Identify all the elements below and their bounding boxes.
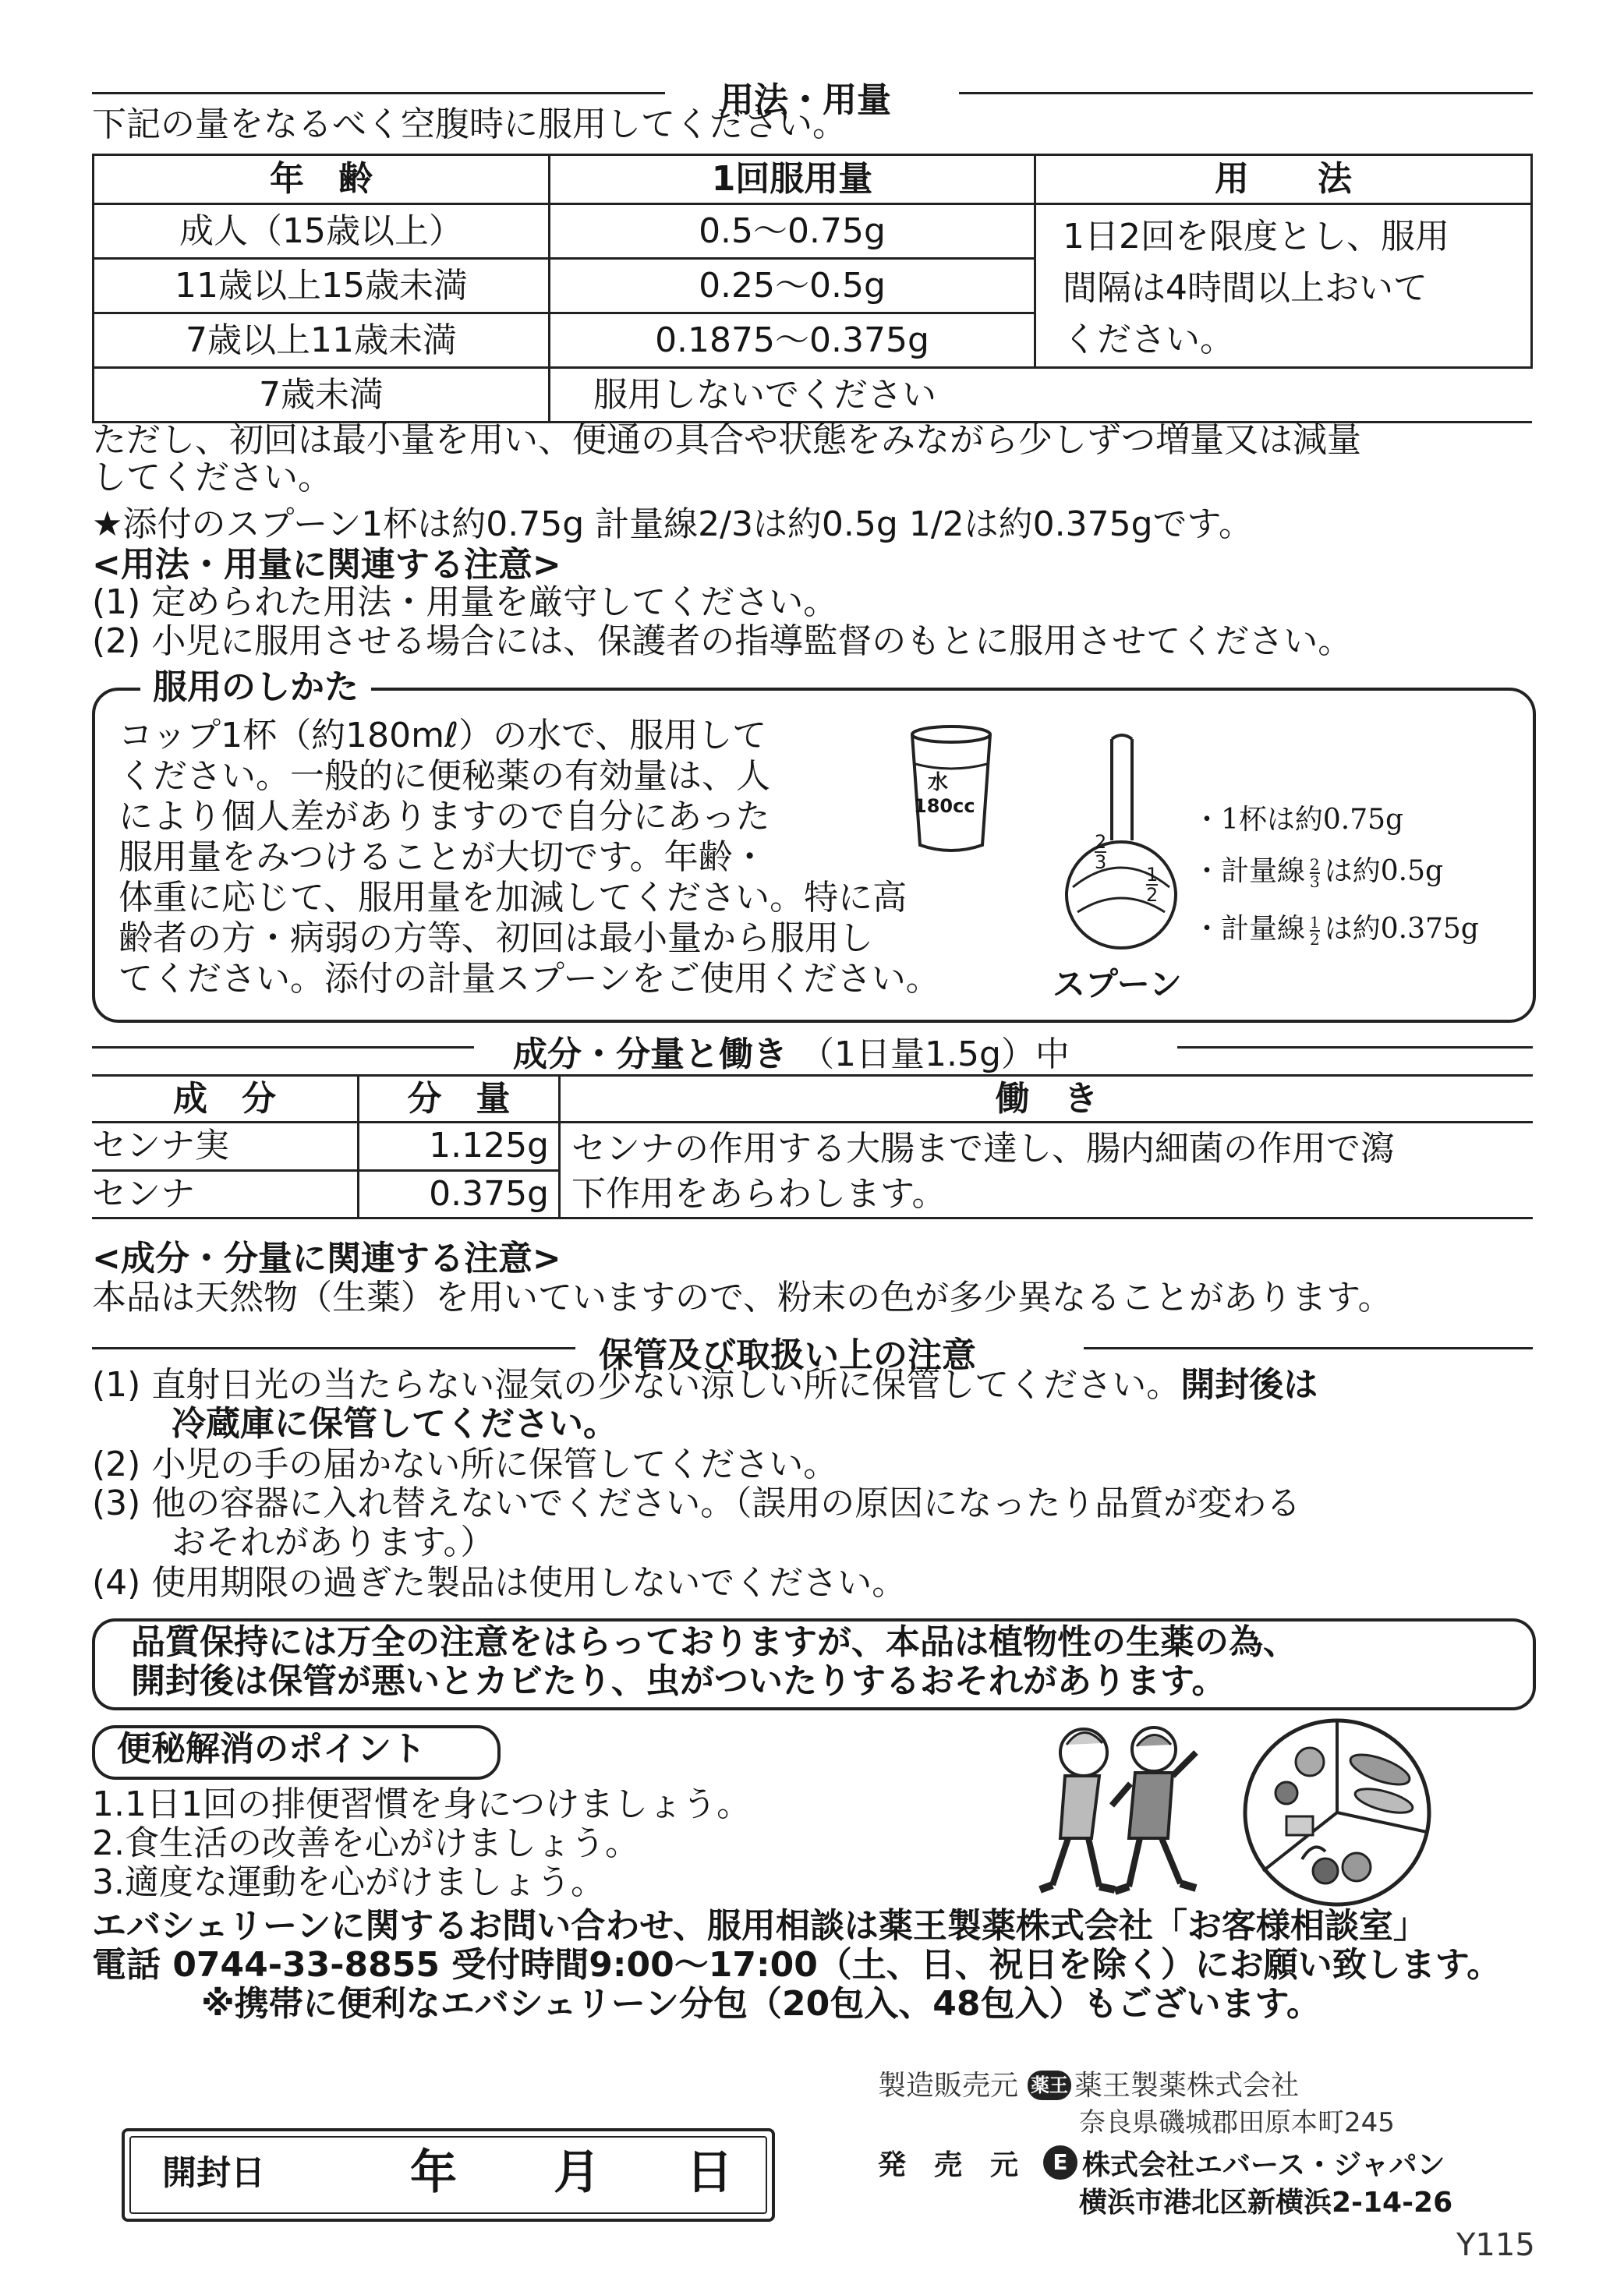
fraction-numerator: 1 [1310,913,1320,932]
column-header: 年 齢 [94,155,550,204]
storage-section-header [92,1324,1533,1375]
storage-item-4: (4) 使用期限の過ぎた製品は使用しないでください。 [92,1563,907,1603]
usage-line: 1日2回を限度とし、服用 [1063,217,1449,256]
ingredient-effect [560,1123,1534,1218]
day-label: 日 [686,2145,733,2200]
dosage-table [92,154,1533,423]
table-row [94,204,1532,259]
age-cell: 7歳未満 [94,368,550,423]
storage-item-2: (2) 小児の手の届かない所に保管してください。 [92,1445,838,1484]
divider [1084,1347,1533,1349]
spoon-note-text: ・計量線 [1193,855,1306,887]
usage-line: 間隔は4時間以上おいて [1063,268,1428,308]
fraction-numerator: 2 [1310,855,1320,874]
tip-item: 3.適度な運動を心がけましょう。 [92,1862,605,1902]
spoon-note-1: ・1杯は約0.75g [1193,804,1404,836]
fraction-denominator: 3 [1095,851,1107,873]
ingredients-title [513,1026,1070,1076]
opened-date-label: 開封日 [162,2153,265,2193]
divider [1177,1046,1533,1049]
ingredient-amount: 0.375g [359,1170,560,1218]
dose-cell: 服用しないでください [550,368,1532,423]
howto-line: コップ1杯（約180mℓ）の水で、服用して [119,716,767,755]
ingredients-caution-text: 本品は天然物（生薬）を用いていますので、粉末の色が多少異なることがあります。 [92,1278,1392,1317]
storage-title: 保管及び取扱い上の注意 [599,1335,976,1375]
usage-line: ください。 [1063,320,1234,359]
fraction-numerator: 1 [1146,864,1159,886]
dosage-intro: 下記の量をなるべく空腹時に服用してください。 [92,104,847,144]
storage-text: (1) 直射日光の当たらない湿気の少ない涼しい所に保管してください。 [92,1365,1181,1405]
seller-name: 株式会社エバース・ジャパン [1082,2149,1445,2181]
seller-address: 横浜市港北区新横浜2-14-26 [1079,2187,1453,2219]
quality-notice-line: 品質保持には万全の注意をはらっておりますが、本品は植物性の生薬の為、 [131,1622,1297,1662]
spoon-note-3 [1193,914,1479,947]
contact-line: エバシェリーンに関するお問い合わせ、服用相談は薬王製薬株式会社「お客様相談室」 [92,1906,1428,1946]
fraction-denominator: 2 [1146,884,1159,906]
maker-logo-icon: 薬王 [1028,2071,1071,2100]
howto-title: 服用のしかた [140,667,371,708]
age-cell: 7歳以上11歳未満 [94,313,550,368]
howto-line: てください。添付の計量スプーンをご使用ください。 [119,959,940,999]
food-plate-icon [1240,1715,1435,1910]
dosage-note: ただし、初回は最小量を用い、便通の具合や状態をみながら少しずつ増量又は減量 [92,420,1361,460]
ingredients-title-suffix: （1日量1.5g）中 [800,1034,1070,1074]
dosage-title: 用法・用量 [720,80,891,120]
age-cell: 成人（15歳以上） [94,204,550,259]
column-header: 1回服用量 [550,155,1035,204]
table-row [94,368,1532,423]
seller-label: 発 売 元 [878,2149,1019,2181]
spoon-note-2 [1193,856,1443,889]
spoon-fraction-two-thirds [1095,833,1106,872]
seller-logo-icon: E [1043,2145,1077,2180]
dose-cell: 0.25〜0.5g [550,259,1035,313]
spoon-label: スプーン [1053,965,1182,1003]
age-cell: 11歳以上15歳未満 [94,259,550,313]
tip-item: 2.食生活の改善を心がけましょう。 [92,1823,639,1863]
ingredients-caution-title: <成分・分量に関連する注意> [92,1239,561,1278]
walking-people-icon [1037,1721,1216,1901]
column-header: 分 量 [359,1076,560,1123]
usage-cell [1035,204,1532,368]
ingredients-section-header [92,1023,1533,1074]
fraction-denominator: 3 [1310,872,1320,891]
contact-phone-line: 電話 0744-33-8855 受付時間9:00〜17:00（土、日、祝日を除く）にお願い致します。 [92,1945,1502,1985]
ingredient-name: センナ [92,1170,359,1218]
storage-item-3: (3) 他の容器に入れ替えないでください。（誤用の原因になったり品質が変わる [92,1484,1301,1523]
tips-title: 便秘解消のポイント [117,1729,426,1769]
cup-label: 水 [928,771,949,794]
howto-line: により個人差がありますので自分にあった [119,797,770,836]
howto-line: 齢者の方・病弱の方等、初回は最小量から服用し [119,918,873,958]
maker-name: 薬王製薬株式会社 [1074,2070,1300,2102]
table-header-row [92,1076,1533,1123]
howto-line: ください。一般的に便秘薬の有効量は、人 [119,756,770,796]
spoon-fraction-half [1146,865,1158,904]
divider [959,92,1533,94]
spoon-note: ★添付のスプーン1杯は約0.75g 計量線2/3は約0.5g 1/2は約0.375gです。 [92,504,1254,544]
ingredients-title-text: 成分・分量と働き [513,1034,787,1074]
maker-label: 製造販売元 [878,2070,1019,2102]
fraction-denominator: 2 [1310,930,1320,949]
ingredients-table [92,1074,1533,1219]
howto-line: 体重に応じて、服用量を加減してください。特に高 [119,878,908,918]
dosage-note: してください。 [92,458,332,497]
spoon-note-text: は約0.375g [1324,913,1479,945]
spoon-note-text: ・計量線 [1193,913,1306,945]
storage-item-1-cont: 冷蔵庫に保管してください。 [172,1404,617,1444]
divider [92,92,665,94]
howto-line: 服用量をみつけることが大切です。年齢・ [119,837,767,877]
water-cup-icon [904,723,998,856]
table-row [92,1123,1533,1171]
opened-date-box [122,2128,775,2222]
quality-notice-line: 開封後は保管が悪いとカビたり、虫がついたりするおそれがあります。 [131,1661,1226,1701]
ingredient-name: センナ実 [92,1123,359,1171]
storage-item-1 [92,1366,1318,1405]
dosage-caution-title: <用法・用量に関連する注意> [92,545,561,585]
maker-address: 奈良県磯城郡田原本町245 [1079,2107,1395,2138]
dose-cell: 0.1875〜0.375g [550,313,1035,368]
year-label: 年 [410,2145,457,2200]
effect-line: 下作用をあらわします。 [571,1174,946,1214]
dosage-caution-item: (1) 定められた用法・用量を厳守してください。 [92,582,838,622]
cup-label: 180cc [914,795,975,817]
spoon-note-text: は約0.5g [1324,855,1444,887]
tip-item: 1.1日1回の排便習慣を身につけましょう。 [92,1784,752,1824]
storage-item-3-cont: おそれがあります。） [172,1522,495,1562]
fraction-numerator: 2 [1095,831,1107,853]
contact-note-line: ※携帯に便利なエバシェリーン分包（20包入、48包入）もございます。 [201,1984,1321,2024]
measuring-spoon-icon [1060,731,1185,981]
divider [92,1046,474,1049]
divider [92,1347,575,1349]
month-label: 月 [554,2145,600,2200]
product-code: Y115 [1456,2227,1535,2263]
dose-cell: 0.5〜0.75g [550,204,1035,259]
table-header-row [94,155,1532,204]
column-header: 用 法 [1035,155,1532,204]
effect-line: センナの作用する大腸まで達し、腸内細菌の作用で瀉 [571,1129,1395,1169]
column-header: 成 分 [92,1076,359,1123]
storage-text-bold: 開封後は [1180,1365,1318,1405]
ingredient-amount: 1.125g [359,1123,560,1171]
howto-text [119,716,940,999]
dosage-caution-item: (2) 小児に服用させる場合には、保護者の指導監督のもとに服用させてください。 [92,621,1353,661]
column-header: 働 き [560,1076,1534,1123]
